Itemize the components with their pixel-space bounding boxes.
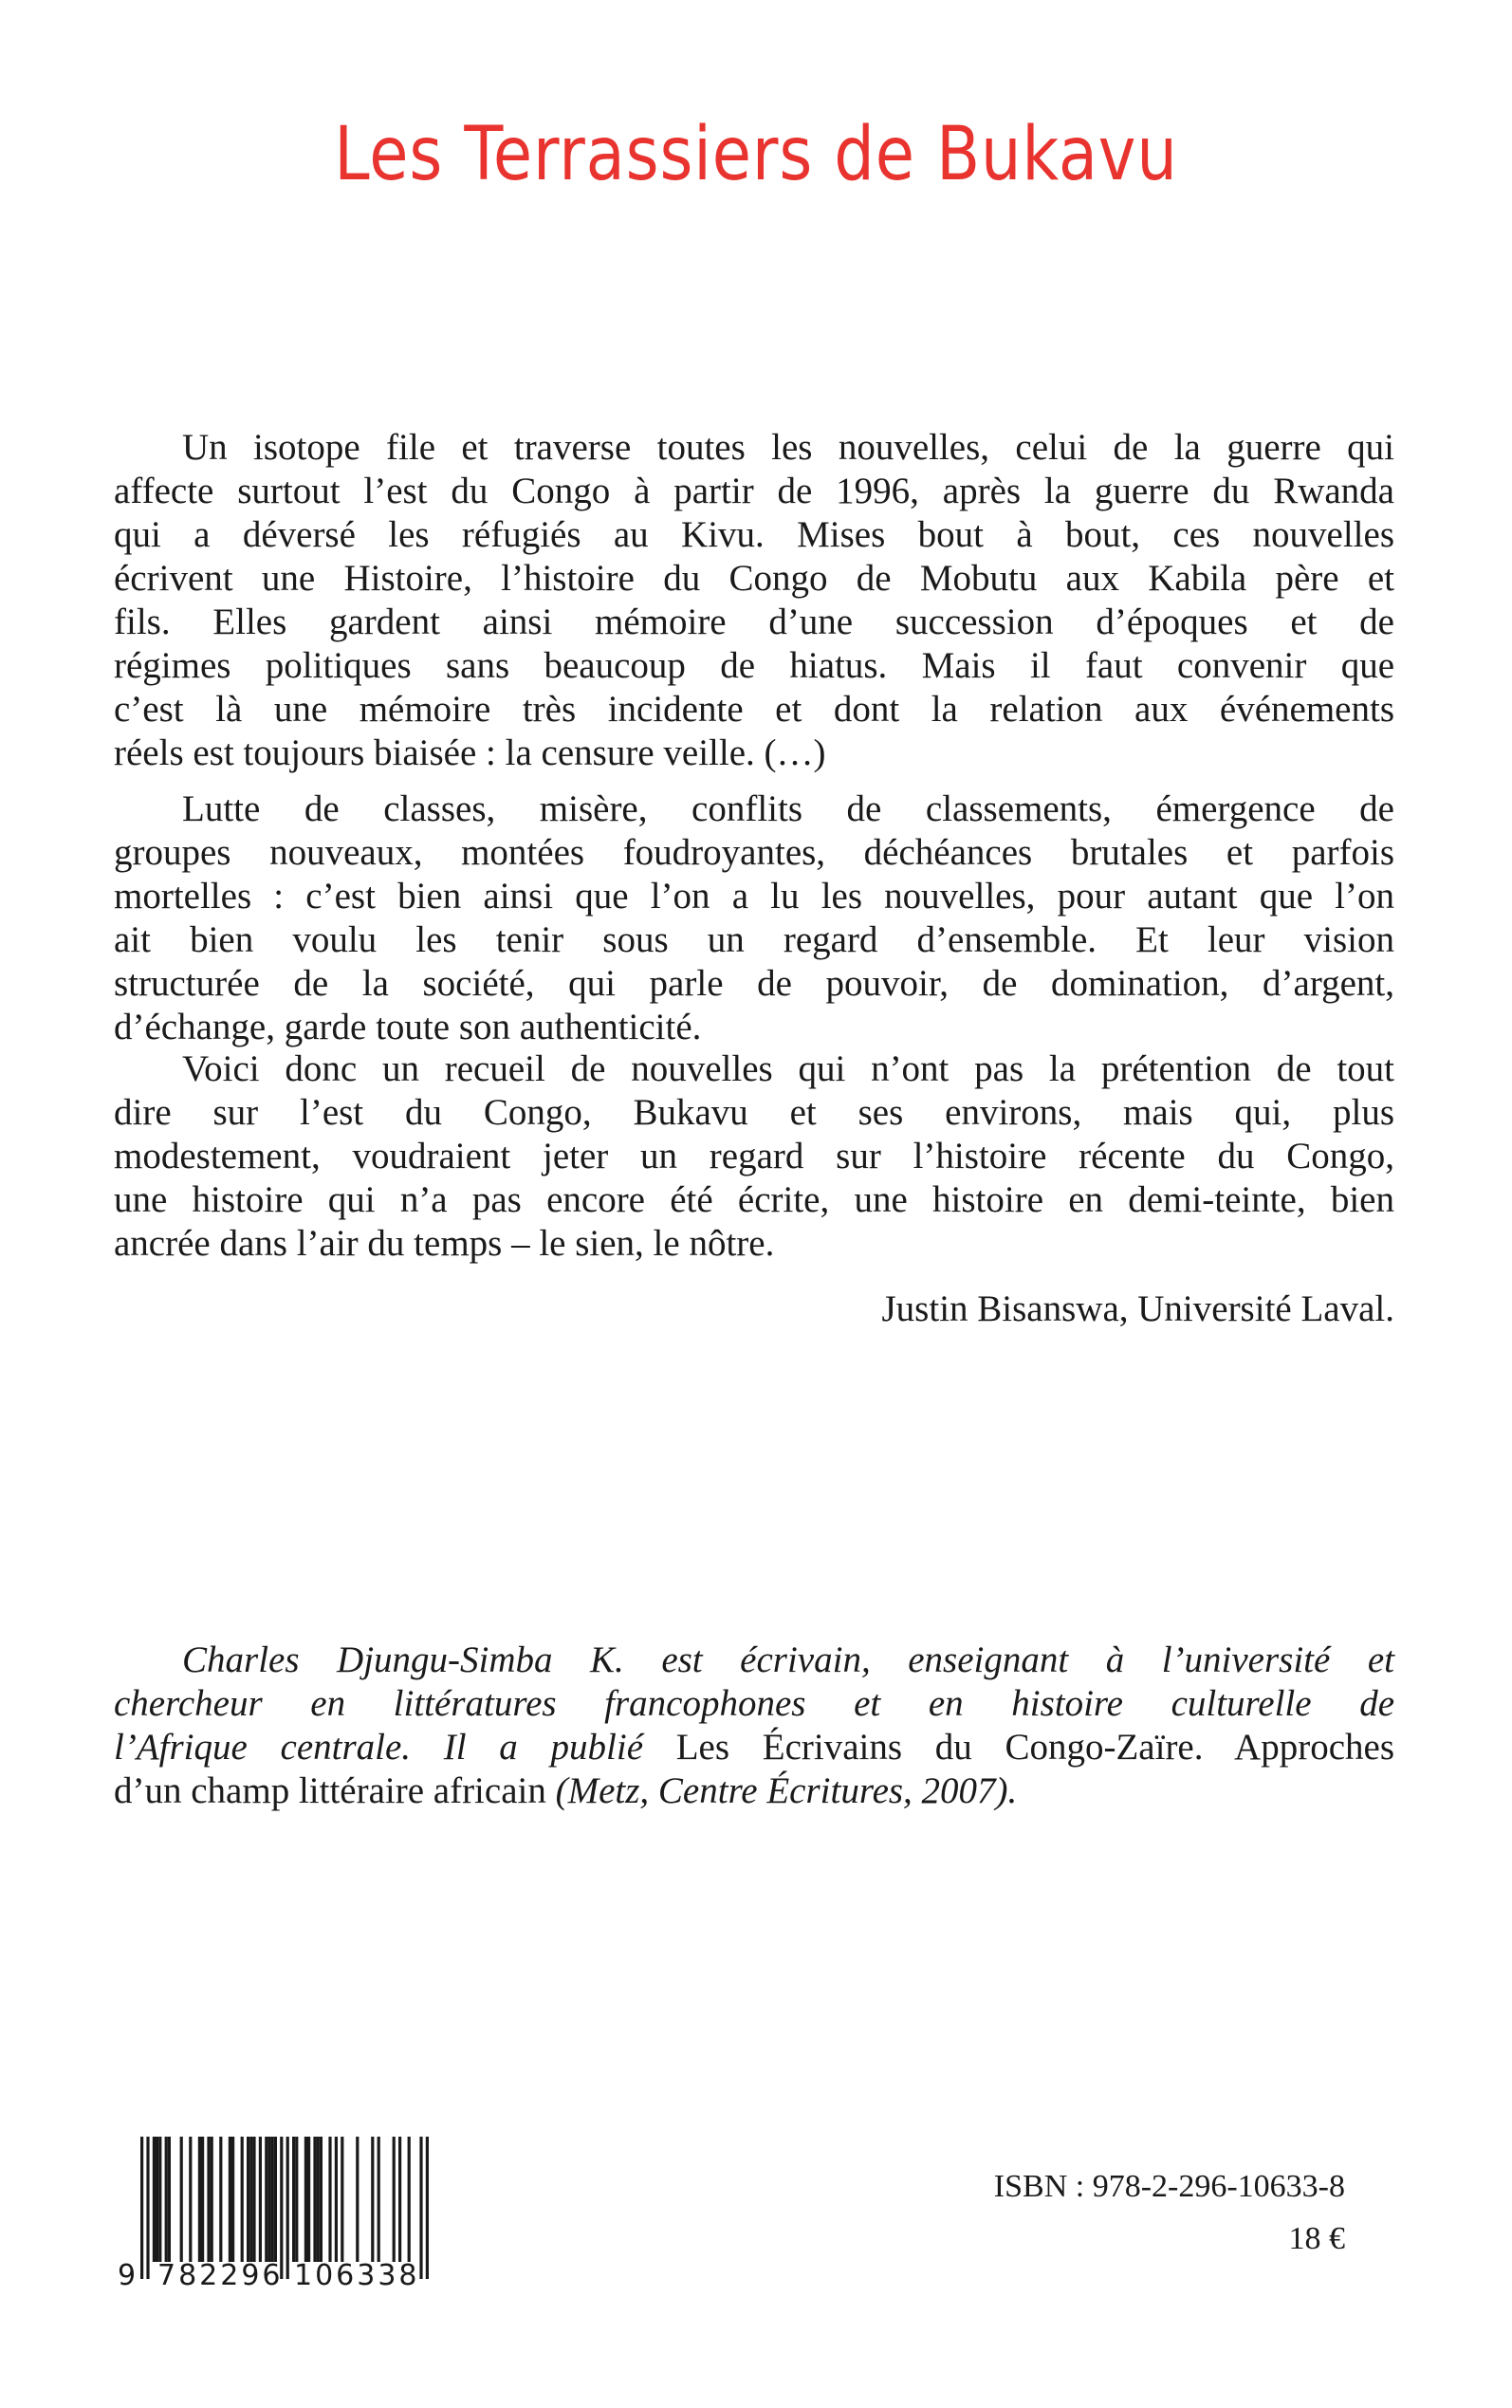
barcode-bar: [320, 2137, 323, 2262]
text-line: [114, 1769, 1394, 1813]
barcode-bar: [249, 2137, 252, 2262]
blurb-paragraph-3: [114, 1047, 1394, 1266]
barcode-bar: [419, 2137, 422, 2279]
text-line: modestement, voudraient jeter un regard sur l’histoire récente du Congo,: [114, 1136, 1394, 1176]
barcode-bar: [286, 2137, 289, 2279]
book-title: Les Terrassiers de Bukavu: [334, 112, 1178, 197]
barcode-bar: [280, 2137, 283, 2279]
barcode-bar: [393, 2137, 396, 2262]
text-line: dire sur l’est du Congo, Bukavu et ses environs, mais qui, plus: [114, 1092, 1394, 1133]
bio-italic-segment: l’Afrique centrale. Il a publié: [114, 1727, 676, 1768]
text-line: fils. Elles gardent ainsi mémoire d’une succession d’époques et de: [114, 602, 1394, 642]
text-line: Un isotope file et traverse toutes les nouvelles, celui de la guerre qui: [182, 427, 1394, 468]
barcode-bar: [153, 2137, 156, 2262]
author-bio: [114, 1639, 1394, 1813]
barcode-bar: [156, 2137, 158, 2262]
barcode-bar: [229, 2137, 231, 2262]
barcode-bar: [189, 2137, 192, 2262]
text-line: c’est là une mémoire très incidente et dont la relation aux événements: [114, 689, 1394, 730]
blurb-paragraph-2: [114, 787, 1394, 1049]
barcode-bar: [201, 2137, 204, 2262]
barcode-bar: [356, 2137, 359, 2262]
barcode-bar: [180, 2137, 183, 2262]
text-line: réels est toujours biaisée : la censure veille. (…): [114, 732, 826, 773]
book-title-reference: Les Écrivains du Congo-Zaïre. Approches: [675, 1727, 1395, 1768]
barcode-bar: [328, 2137, 331, 2262]
barcode-bar: [198, 2137, 201, 2262]
text-line: écrivent une Histoire, l’histoire du Congo de Mobutu aux Kabila père et: [114, 558, 1394, 599]
barcode-bar: [307, 2137, 310, 2262]
text-line: d’échange, garde toute son authenticité.: [114, 1007, 702, 1047]
barcode-bar: [341, 2137, 343, 2262]
text-line: qui a déversé les réfugiés au Kivu. Mises bout à bout, ces nouvelles: [114, 514, 1394, 555]
barcode-bar: [267, 2137, 270, 2262]
barcode-bar: [211, 2137, 213, 2262]
barcode-bar: [207, 2137, 210, 2262]
text-line: chercheur en littératures francophones et en histoire culturelle de: [114, 1683, 1394, 1724]
text-line: Lutte de classes, misère, conflits de classements, émergence de: [182, 788, 1394, 829]
barcode-bar: [408, 2137, 411, 2262]
barcode-bar: [398, 2137, 401, 2262]
barcode-bar: [247, 2137, 249, 2262]
barcode-bar: [168, 2137, 171, 2262]
blurb-paragraph-1: [114, 426, 1394, 775]
barcode-bar: [146, 2137, 149, 2279]
text-line: mortelles : c’est bien ainsi que l’on a lu les nouvelles, pour autant que l’on: [114, 876, 1394, 917]
barcode-digit-first: 9: [118, 2259, 137, 2292]
barcode-bar: [426, 2137, 429, 2279]
barcode-bar: [165, 2137, 168, 2262]
text-line: affecte surtout l’est du Congo à partir de 1996, après la guerre du Rwanda: [114, 471, 1394, 511]
publication-info: (Metz, Centre Écritures, 2007).: [555, 1770, 1018, 1811]
isbn-number: ISBN : 978-2-296-10633-8: [993, 2169, 1345, 2204]
text-line: régimes politiques sans beaucoup de hiatus. Mais il faut convenir que: [114, 645, 1394, 686]
text-line: ait bien voulu les tenir sous un regard d’ensemble. Et leur vision: [114, 919, 1394, 960]
barcode-bar: [219, 2137, 222, 2262]
text-line: Charles Djungu-Simba K. est écrivain, enseignant à l’université et: [182, 1639, 1394, 1680]
barcode-bar: [313, 2137, 316, 2262]
text-line: groupes nouveaux, montées foudroyantes, déchéances brutales et parfois: [114, 832, 1394, 873]
barcode-bar: [335, 2137, 338, 2262]
barcode-bar: [274, 2137, 277, 2262]
barcode-bar: [259, 2137, 262, 2262]
barcode-digits-left: 782296: [157, 2259, 284, 2292]
book-title-reference: d’un champ littéraire africain: [114, 1770, 556, 1811]
barcode-digits-right: 106338: [294, 2259, 420, 2292]
barcode-bar: [252, 2137, 255, 2262]
text-line: Voici donc un recueil de nouvelles qui n’ont pas la prétention de tout: [182, 1048, 1394, 1089]
barcode-bar: [271, 2137, 274, 2262]
text-line: structurée de la société, qui parle de pouvoir, de domination, d’argent,: [114, 963, 1394, 1004]
text-line: [114, 1726, 1394, 1769]
barcode-bar: [304, 2137, 307, 2262]
barcode-bar: [378, 2137, 380, 2262]
isbn-barcode: [112, 2133, 453, 2294]
price: 18 €: [1288, 2221, 1345, 2256]
barcode-bar: [140, 2137, 143, 2279]
barcode-bar: [231, 2137, 234, 2262]
barcode-bar: [317, 2137, 320, 2262]
text-line: une histoire qui n’a pas encore été écrite, une histoire en demi-teinte, bien: [114, 1179, 1394, 1220]
barcode-bar: [265, 2137, 267, 2262]
barcode-bar: [295, 2137, 298, 2262]
barcode-bar: [158, 2137, 161, 2262]
barcode-bar: [241, 2137, 244, 2262]
text-line: ancrée dans l’air du temps – le sien, le nôtre.: [114, 1223, 775, 1264]
blurb-signature: Justin Bisanswa, Université Laval.: [881, 1288, 1394, 1329]
barcode-bar: [371, 2137, 374, 2262]
barcode-bar: [292, 2137, 295, 2262]
